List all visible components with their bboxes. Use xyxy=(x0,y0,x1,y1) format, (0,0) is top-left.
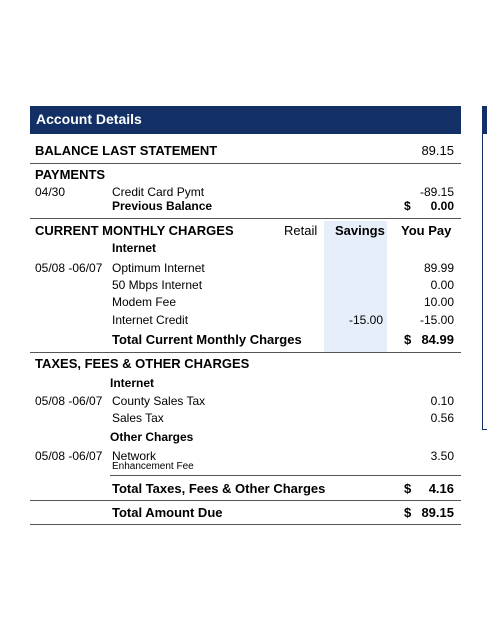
balance-last-statement-label: BALANCE LAST STATEMENT xyxy=(35,143,218,158)
total-amount-due-label: Total Amount Due xyxy=(112,505,223,520)
charge-description: Modem Fee xyxy=(112,295,177,309)
taxes-heading: TAXES, FEES & OTHER CHARGES xyxy=(35,356,250,371)
charge-description: Internet Credit xyxy=(112,313,189,327)
adjacent-panel-header xyxy=(482,106,487,134)
taxes-internet-date-range: 05/08 -06/07 xyxy=(35,394,103,408)
adjacent-panel-border xyxy=(482,134,483,430)
charge-you-pay: 89.99 xyxy=(423,261,454,275)
adjacent-panel-border-foot xyxy=(482,429,487,430)
total-amount-due-currency: $ xyxy=(404,505,412,520)
current-charges-date-range: 05/08 -06/07 xyxy=(35,261,103,275)
previous-balance-amount: 0.00 xyxy=(430,199,454,213)
total-taxes-amount: 4.16 xyxy=(428,481,454,496)
tax-amount: 0.10 xyxy=(430,394,454,408)
charge-description: 50 Mbps Internet xyxy=(112,278,203,292)
retail-column-header: Retail xyxy=(284,223,318,238)
charge-description: Optimum Internet xyxy=(112,261,205,275)
other-charges-date-range: 05/08 -06/07 xyxy=(35,449,103,463)
tax-description: Sales Tax xyxy=(112,411,164,425)
charge-you-pay: 0.00 xyxy=(430,278,454,292)
total-taxes-currency: $ xyxy=(404,481,412,496)
total-current-charges-amount: 84.99 xyxy=(421,332,454,347)
charge-you-pay: 10.00 xyxy=(423,295,454,309)
previous-balance-label: Previous Balance xyxy=(112,199,213,213)
balance-last-statement-amount: 89.15 xyxy=(421,143,454,158)
divider xyxy=(30,500,461,501)
total-current-charges-label: Total Current Monthly Charges xyxy=(112,332,302,347)
payment-description: Credit Card Pymt xyxy=(112,185,205,199)
total-current-charges-currency: $ xyxy=(404,332,412,347)
other-charge-description-sub: Enhancement Fee xyxy=(112,461,194,472)
taxes-internet-subheading: Internet xyxy=(110,376,155,390)
tax-description: County Sales Tax xyxy=(112,394,206,408)
total-taxes-label: Total Taxes, Fees & Other Charges xyxy=(112,481,326,496)
divider xyxy=(110,475,461,476)
other-charge-amount: 3.50 xyxy=(430,449,454,463)
current-charges-heading: CURRENT MONTHLY CHARGES xyxy=(35,223,234,238)
payment-date: 04/30 xyxy=(35,185,66,199)
previous-balance-currency: $ xyxy=(404,199,411,213)
other-charges-subheading: Other Charges xyxy=(110,430,194,444)
divider xyxy=(30,218,461,219)
savings-column-highlight xyxy=(324,221,387,353)
tax-amount: 0.56 xyxy=(430,411,454,425)
divider xyxy=(30,524,461,525)
savings-column-header: Savings xyxy=(335,223,385,238)
divider xyxy=(30,352,461,353)
divider xyxy=(30,163,461,164)
payments-heading: PAYMENTS xyxy=(35,167,106,182)
other-charge-description: Network xyxy=(112,449,157,463)
payment-amount: -89.15 xyxy=(419,185,454,199)
internet-subheading: Internet xyxy=(112,241,157,255)
you-pay-column-header: You Pay xyxy=(401,223,452,238)
account-details-header xyxy=(30,106,461,134)
charge-savings: -15.00 xyxy=(348,313,383,327)
charge-you-pay: -15.00 xyxy=(419,313,454,327)
account-details-title: Account Details xyxy=(36,111,142,127)
total-amount-due-amount: 89.15 xyxy=(421,505,454,520)
